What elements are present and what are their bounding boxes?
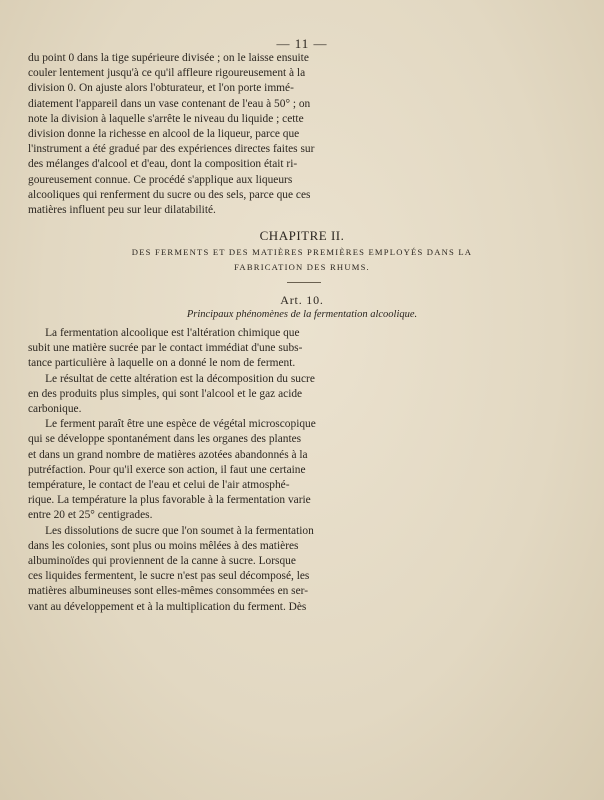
text-line: qui se développe spontanément dans les organes des plantes xyxy=(28,433,302,446)
divider-rule xyxy=(287,282,321,283)
text-line: putréfaction. Pour qu'il exerce son action, il faut une certaine xyxy=(28,463,306,476)
text-line: note la division à laquelle s'arrête le niveau du liquide ; cette xyxy=(28,112,304,125)
text-line: ces liquides fermentent, le sucre n'est pas seul décomposé, les xyxy=(28,570,310,583)
body-text xyxy=(28,326,332,615)
text-line: La fermentation alcoolique est l'altération chimique que xyxy=(45,327,300,339)
chapter-subtitle-line: FABRICATION DES RHUMS. xyxy=(234,262,370,272)
article-heading: Art. 10. xyxy=(280,293,324,307)
chapter-subtitle-line: DES FERMENTS ET DES MATIÈRES PREMIÈRES EMPLOYÉS DANS LA xyxy=(131,247,473,257)
text-line: division donne la richesse en alcool de la liqueur, parce que xyxy=(28,128,300,141)
body-paragraph xyxy=(28,372,332,418)
text-line: et dans un grand nombre de matières azotées abandonnés à la xyxy=(28,448,308,461)
text-line: en des produits plus simples, qui sont l'alcool et le gaz acide xyxy=(28,387,303,400)
body-paragraph xyxy=(28,326,332,372)
intro-paragraph-text xyxy=(28,51,332,218)
text-line: diatement l'appareil dans un vase contenant de l'eau à 50° ; on xyxy=(28,97,311,110)
intro-paragraph xyxy=(28,51,332,218)
chapter-subtitle xyxy=(20,245,584,275)
text-line: couler lentement jusqu'à ce qu'il affleure rigoureusement à la xyxy=(28,67,306,80)
section-title: Principaux phénomènes de la fermentation alcoolique. xyxy=(186,309,418,320)
text-line: alcooliques qui renferment du sucre ou des sels, parce que ces xyxy=(28,188,311,201)
chapter-title: CHAPITRE II. xyxy=(259,228,345,243)
text-line: matières influent peu sur leur dilatabilité. xyxy=(28,204,216,217)
text-line: des mélanges d'alcool et d'eau, dont la composition était ri- xyxy=(28,158,298,171)
text-line: Le ferment paraît être une espèce de végétal microscopique xyxy=(45,418,316,431)
text-line: subit une matière sucrée par le contact immédiat d'une subs- xyxy=(28,342,303,355)
text-line: division 0. On ajuste alors l'obturateur, et l'on porte immé- xyxy=(28,82,294,95)
text-line: entre 20 et 25° centigrades. xyxy=(28,509,153,522)
page-number: — 11 — xyxy=(276,36,328,51)
text-line: matières albumineuses sont elles-mêmes consommées en ser- xyxy=(28,585,309,598)
text-line: température, le contact de l'eau et celui de l'air atmosphé- xyxy=(28,479,290,492)
text-line: du point 0 dans la tige supérieure divisée ; on le laisse ensuite xyxy=(28,52,309,64)
text-line: carbonique. xyxy=(28,403,82,416)
text-line: l'instrument a été gradué par des expériences directes faites sur xyxy=(28,143,315,156)
text-line: tance particulière à laquelle on a donné le nom de ferment. xyxy=(28,357,296,370)
text-line: vant au développement et à la multiplication du ferment. Dès xyxy=(28,600,307,613)
text-line: albuminoïdes qui proviennent de la canne à sucre. Lorsque xyxy=(28,555,296,568)
text-line: rique. La température la plus favorable à la fermentation varie xyxy=(28,494,311,507)
text-line: Le résultat de cette altération est la décomposition du sucre xyxy=(45,372,315,385)
text-line: dans les colonies, sont plus ou moins mêlées à des matières xyxy=(28,539,299,552)
body-paragraph xyxy=(28,417,332,523)
text-line: Les dissolutions de sucre que l'on soumet à la fermentation xyxy=(45,524,314,537)
body-paragraph xyxy=(28,524,332,615)
text-line: goureusement connue. Ce procédé s'applique aux liqueurs xyxy=(28,173,293,186)
